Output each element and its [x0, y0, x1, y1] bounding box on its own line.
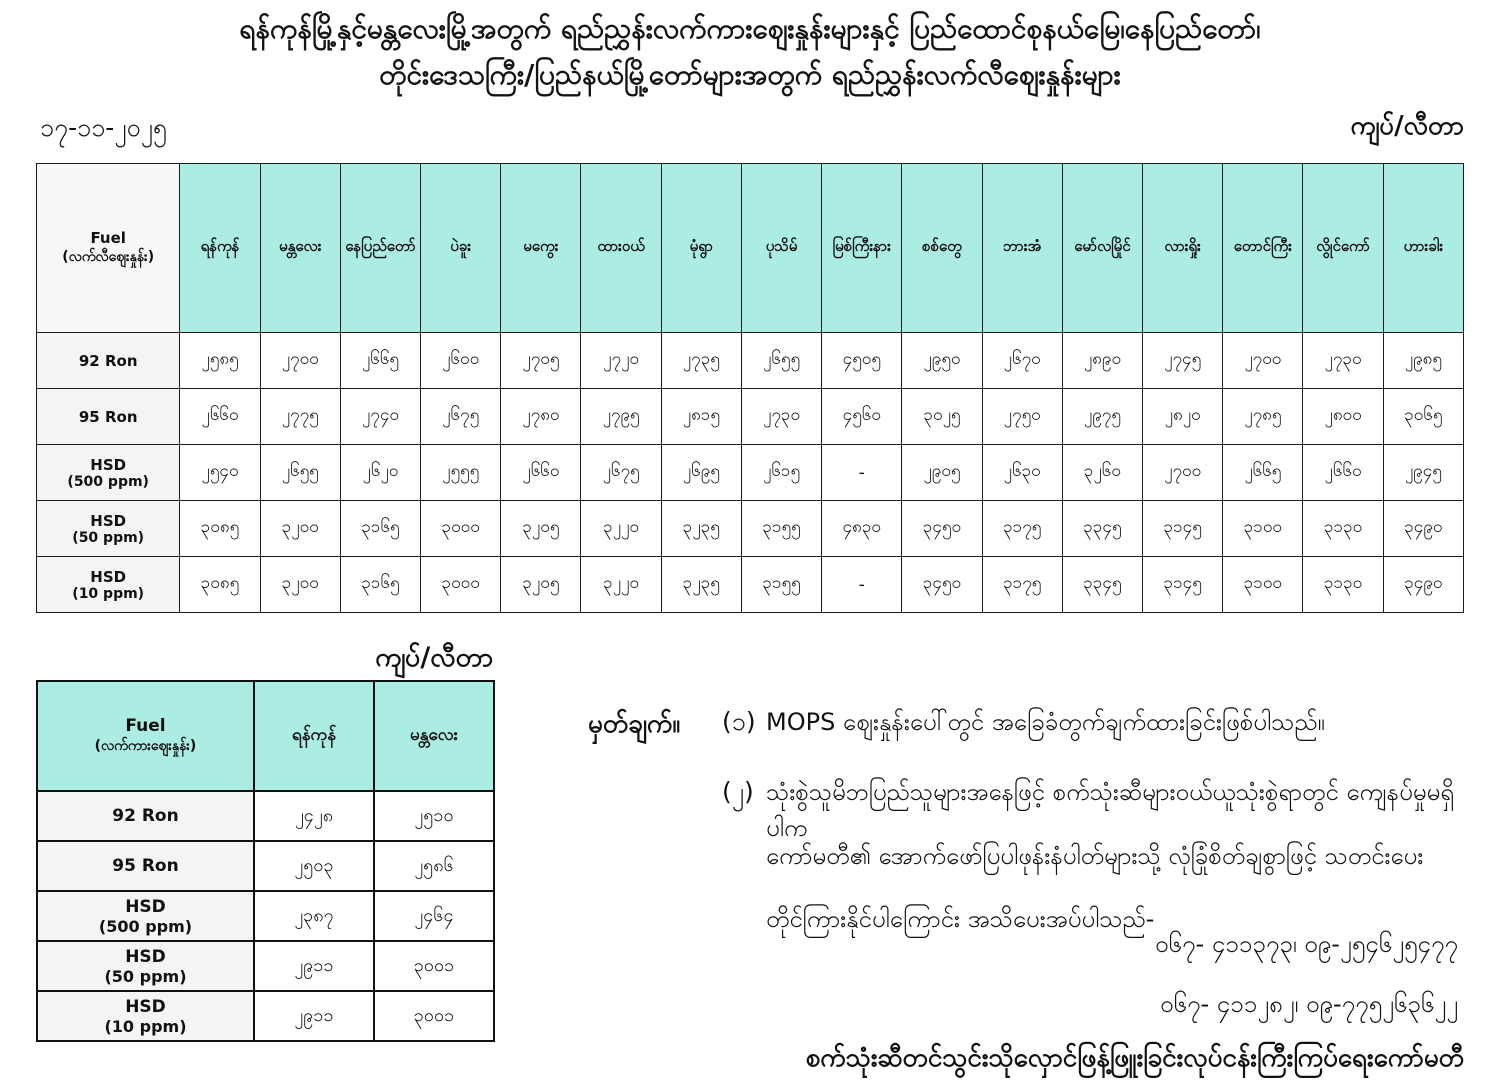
price-cell: ၄၅၆၀ [822, 389, 902, 445]
price-cell: ၃၃၄၅ [1062, 501, 1142, 557]
price-cell: ၂၇၉၅ [581, 389, 661, 445]
price-cell: ၂၇၃၀ [741, 389, 821, 445]
price-cell: ၃၁၇၅ [982, 501, 1062, 557]
price-cell: ၃၁၀၀ [1223, 557, 1303, 613]
price-cell: ၂၆၅၅ [260, 445, 340, 501]
wholesale-row-95ron [37, 841, 494, 891]
price-cell: ၃၀၈၅ [180, 557, 260, 613]
price-cell: ၃၁၇၅ [982, 557, 1062, 613]
price-cell: ၃၁၆၅ [340, 501, 420, 557]
price-cell: ၃၄၅၀ [902, 557, 982, 613]
wholesale-price-table [36, 680, 495, 1042]
fuel-label-line2: (50 ppm) [104, 966, 187, 986]
note2-text-line1: သုံးစွဲသူမိဘပြည်သူများအနေဖြင့် စက်သုံးဆီများဝယ်ယူသုံးစွဲရာတွင် ကျေနပ်မှုမရှိပါက [766, 778, 1454, 842]
price-cell: ၂၅၀၃ [254, 841, 374, 891]
price-cell: ၃၁၄၅ [1143, 557, 1223, 613]
price-cell: ၃၄၅၀ [902, 501, 982, 557]
retail-row-95ron [37, 389, 1464, 445]
price-cell: ၂၇၄၀ [340, 389, 420, 445]
price-cell: ၃၀၂၅ [902, 389, 982, 445]
unit-label-retail: ကျပ်/လီတာ [1350, 111, 1464, 141]
fuel-label-line1: 92 Ron [112, 806, 179, 826]
price-cell: ၃၂၀၅ [501, 501, 581, 557]
fuel-label-92ron [37, 333, 180, 389]
price-cell: ၂၉၅၀ [902, 333, 982, 389]
price-cell: ၂၇၃၀ [1303, 333, 1383, 389]
price-cell: ၃၂၀၀ [260, 501, 340, 557]
fuel-label-line1: HSD [125, 946, 166, 967]
price-cell: ၃၀၆၅ [1383, 389, 1463, 445]
fuel-label-line1: HSD [90, 455, 127, 474]
price-cell: ၂၆၀၀ [421, 333, 501, 389]
price-cell: ၂၇၂၀ [581, 333, 661, 389]
city-header-mandalay: မန္တလေး [260, 164, 340, 333]
fuel-label-line1: 95 Ron [78, 407, 138, 426]
wholesale-row-92ron [37, 791, 494, 841]
price-cell: ၂၉၇၅ [1062, 389, 1142, 445]
price-cell: ၃၁၀၀ [1223, 501, 1303, 557]
fuel-label-line2: (50 ppm) [72, 529, 145, 546]
fuel-label-line2: (10 ppm) [72, 585, 145, 602]
notes-label: မှတ်ချက်။ [588, 709, 681, 739]
fuel-label-95ron [37, 389, 180, 445]
city-header-bago: ပဲခူး [421, 164, 501, 333]
wholesale-city-header-mandalay: မန္တလေး [374, 681, 494, 791]
fuel-label-line1: HSD [90, 567, 127, 586]
price-cell: ၂၆၆၅ [340, 333, 420, 389]
city-header-myitkyina: မြစ်ကြီးနား [822, 164, 902, 333]
note2-marker: (၂) [722, 777, 754, 806]
price-cell: ၂၆၆၅ [1223, 445, 1303, 501]
price-cell: ၃၄၉၀ [1383, 501, 1463, 557]
wholesale-fuel-header-cell [37, 681, 254, 791]
wholesale-row-hsd500 [37, 891, 494, 941]
price-cell: ၂၆၆၀ [1303, 445, 1383, 501]
note2-text-line3: တိုင်ကြားနိုင်ပါကြောင်း အသိပေးအပ်ပါသည်- [766, 905, 1155, 933]
price-cell: ၂၅၄၀ [180, 445, 260, 501]
price-cell: ၃၀၀၀ [421, 501, 501, 557]
fuel-label-line2: (500 ppm) [98, 916, 193, 936]
city-header-hakha: ဟားခါး [1383, 164, 1463, 333]
price-cell: ၃၂၀၀ [260, 557, 340, 613]
city-header-yangon: ရန်ကုန် [180, 164, 260, 333]
city-header-magway: မကွေး [501, 164, 581, 333]
price-cell: ၄၅၀၅ [822, 333, 902, 389]
price-cell: ၂၆၆၀ [180, 389, 260, 445]
price-cell: ၂၇၀၀ [1223, 333, 1303, 389]
price-cell: ၂၉၈၅ [1383, 333, 1463, 389]
retail-fuel-header-line1: Fuel [90, 228, 126, 247]
price-cell: - [822, 557, 902, 613]
price-cell: ၂၆၆၀ [501, 445, 581, 501]
price-cell: ၂၉၁၁ [254, 941, 374, 991]
price-cell: ၃၁၆၅ [340, 557, 420, 613]
price-cell: ၂၇၀၅ [501, 333, 581, 389]
price-cell: ၂၆၂၀ [340, 445, 420, 501]
price-cell: ၂၉၀၅ [902, 445, 982, 501]
price-cell: ၃၁၄၅ [1143, 501, 1223, 557]
city-header-sittwe: စစ်တွေ [902, 164, 982, 333]
retail-fuel-header-cell [37, 164, 180, 333]
city-header-mawlamyine: မော်လမြိုင် [1062, 164, 1142, 333]
committee-name: စက်သုံးဆီတင်သွင်းသိုလှောင်ဖြန့်ဖြူးခြင်းလုပ်ငန်းကြီးကြပ်ရေးကော်မတီ [805, 1043, 1464, 1073]
retail-row-hsd10 [37, 557, 1464, 613]
fuel-label-95ron [37, 841, 254, 891]
city-header-hpaan: ဘားအံ [982, 164, 1062, 333]
fuel-label-hsd50 [37, 501, 180, 557]
price-cell: ၃၁၃၀ [1303, 557, 1383, 613]
phone-number-line2: ၀၆၇- ၄၁၁၂၈၂၊ ၀၉-၇၇၅၂၆၃၆၂၂ [1159, 990, 1458, 1018]
price-cell: ၃၁၃၀ [1303, 501, 1383, 557]
wholesale-row-hsd50 [37, 941, 494, 991]
price-cell: ၂၆၅၅ [741, 333, 821, 389]
price-cell: ၂၈၂၀ [1143, 389, 1223, 445]
price-cell: ၂၆၃၀ [982, 445, 1062, 501]
city-header-taunggyi: တောင်ကြီး [1223, 164, 1303, 333]
price-cell: ၃၂၀၅ [501, 557, 581, 613]
price-cell: ၂၇၅၀ [982, 389, 1062, 445]
price-cell: ၂၇၈၀ [501, 389, 581, 445]
price-cell: - [822, 445, 902, 501]
price-cell: ၂၆၉၅ [661, 445, 741, 501]
price-cell: ၃၃၄၅ [1062, 557, 1142, 613]
price-cell: ၂၄၆၄ [374, 891, 494, 941]
price-cell: ၂၇၀၀ [1143, 445, 1223, 501]
price-cell: ၃၁၅၅ [741, 557, 821, 613]
retail-row-hsd50 [37, 501, 1464, 557]
fuel-label-hsd500 [37, 891, 254, 941]
fuel-label-line1: HSD [125, 896, 166, 917]
price-cell: ၃၀၈၅ [180, 501, 260, 557]
city-header-lashio: လားရှိုး [1143, 164, 1223, 333]
price-cell: ၂၈၁၅ [661, 389, 741, 445]
fuel-label-hsd50 [37, 941, 254, 991]
price-cell: ၂၆၇၅ [421, 389, 501, 445]
price-cell: ၄၈၃၀ [822, 501, 902, 557]
price-cell: ၂၉၄၅ [1383, 445, 1463, 501]
price-cell: ၂၅၅၅ [421, 445, 501, 501]
city-header-dawei: ထားဝယ် [581, 164, 661, 333]
price-cell: ၂၈၉၀ [1062, 333, 1142, 389]
document-title-line1: ရန်ကုန်မြို့နှင့်မန္တလေးမြို့အတွက် ရည်ညွှန်းလက်ကားဈေးနှုန်းများနှင့် ပြည်ထောင်စုနယ်မြေ၊နေပြည်တော်၊ [239, 12, 1261, 45]
price-cell: ၃၀၀၁ [374, 941, 494, 991]
price-cell: ၃၂၃၅ [661, 557, 741, 613]
fuel-label-line1: HSD [90, 511, 127, 530]
price-cell: ၃၂၂၀ [581, 557, 661, 613]
wholesale-fuel-header-line2: (လက်ကားဈေးနှုန်း) [94, 737, 197, 754]
fuel-label-hsd10 [37, 991, 254, 1041]
unit-label-wholesale: ကျပ်/လီတာ [375, 642, 493, 673]
date: ၁၇-၁၁-၂၀၂၅ [40, 113, 167, 142]
fuel-label-line1: 95 Ron [112, 856, 179, 876]
wholesale-row-hsd10 [37, 991, 494, 1041]
document-title-line2: တိုင်းဒေသကြီး/ပြည်နယ်မြို့တော်များအတွက် ရည်ညွှန်းလက်လီဈေးနှုန်းများ [379, 58, 1121, 91]
phone-number-line1: ၀၆၇- ၄၁၁၃၇၃၊ ၀၉-၂၅၄၆၂၅၄၇၇ [1155, 930, 1458, 958]
price-cell: ၂၇၇၅ [260, 389, 340, 445]
price-cell: ၂၇၃၅ [661, 333, 741, 389]
price-cell: ၃၁၅၅ [741, 501, 821, 557]
fuel-label-line2: (10 ppm) [104, 1016, 187, 1036]
retail-header-row [37, 164, 1464, 333]
price-cell: ၃၄၉၀ [1383, 557, 1463, 613]
city-header-naypyitaw: နေပြည်တော် [340, 164, 420, 333]
price-cell: ၃၂၂၀ [581, 501, 661, 557]
fuel-label-hsd10 [37, 557, 180, 613]
price-cell: ၂၉၁၁ [254, 991, 374, 1041]
price-cell: ၂၈၀၀ [1303, 389, 1383, 445]
price-cell: ၂၆၇၀ [982, 333, 1062, 389]
price-cell: ၂၆၇၅ [581, 445, 661, 501]
retail-price-table [36, 163, 1464, 613]
wholesale-fuel-header-line1: Fuel [125, 715, 166, 736]
price-cell: ၂၅၁၀ [374, 791, 494, 841]
price-cell: ၂၅၈၆ [374, 841, 494, 891]
note1-marker: (၁) [722, 707, 756, 736]
note1-text: MOPS ဈေးနှုန်းပေါ်တွင် အခြေခံတွက်ချက်ထားခြင်းဖြစ်ပါသည်။ [766, 708, 1325, 736]
price-cell: ၂၇၄၅ [1143, 333, 1223, 389]
fuel-label-hsd500 [37, 445, 180, 501]
fuel-label-line1: HSD [125, 996, 166, 1017]
retail-row-hsd500 [37, 445, 1464, 501]
price-cell: ၂၇၈၅ [1223, 389, 1303, 445]
retail-fuel-header-line2: (လက်လီဈေးနှုန်း) [62, 248, 155, 265]
city-header-pathein: ပုသိမ် [741, 164, 821, 333]
fuel-label-line2: (500 ppm) [67, 473, 149, 490]
price-cell: ၃၀၀၀ [421, 557, 501, 613]
city-header-loikaw: လွိုင်ကော် [1303, 164, 1383, 333]
price-cell: ၂၃၈၇ [254, 891, 374, 941]
city-header-monywa: မုံရွာ [661, 164, 741, 333]
fuel-label-line1: 92 Ron [78, 351, 138, 370]
retail-row-92ron [37, 333, 1464, 389]
price-cell: ၂၄၂၈ [254, 791, 374, 841]
price-cell: ၂၅၈၅ [180, 333, 260, 389]
price-cell: ၃၂၃၅ [661, 501, 741, 557]
note2-text-line2: ကော်မတီ၏ အောက်ဖော်ပြပါဖုန်းနံပါတ်များသို့ လုံခြုံစိတ်ချစွာဖြင့် သတင်းပေး [766, 842, 1424, 870]
fuel-label-92ron [37, 791, 254, 841]
price-cell: ၂၆၁၅ [741, 445, 821, 501]
price-cell: ၃၀၀၁ [374, 991, 494, 1041]
wholesale-header-row [37, 681, 494, 791]
price-cell: ၂၇၀၀ [260, 333, 340, 389]
price-cell: ၃၂၆၀ [1062, 445, 1142, 501]
wholesale-city-header-yangon: ရန်ကုန် [254, 681, 374, 791]
